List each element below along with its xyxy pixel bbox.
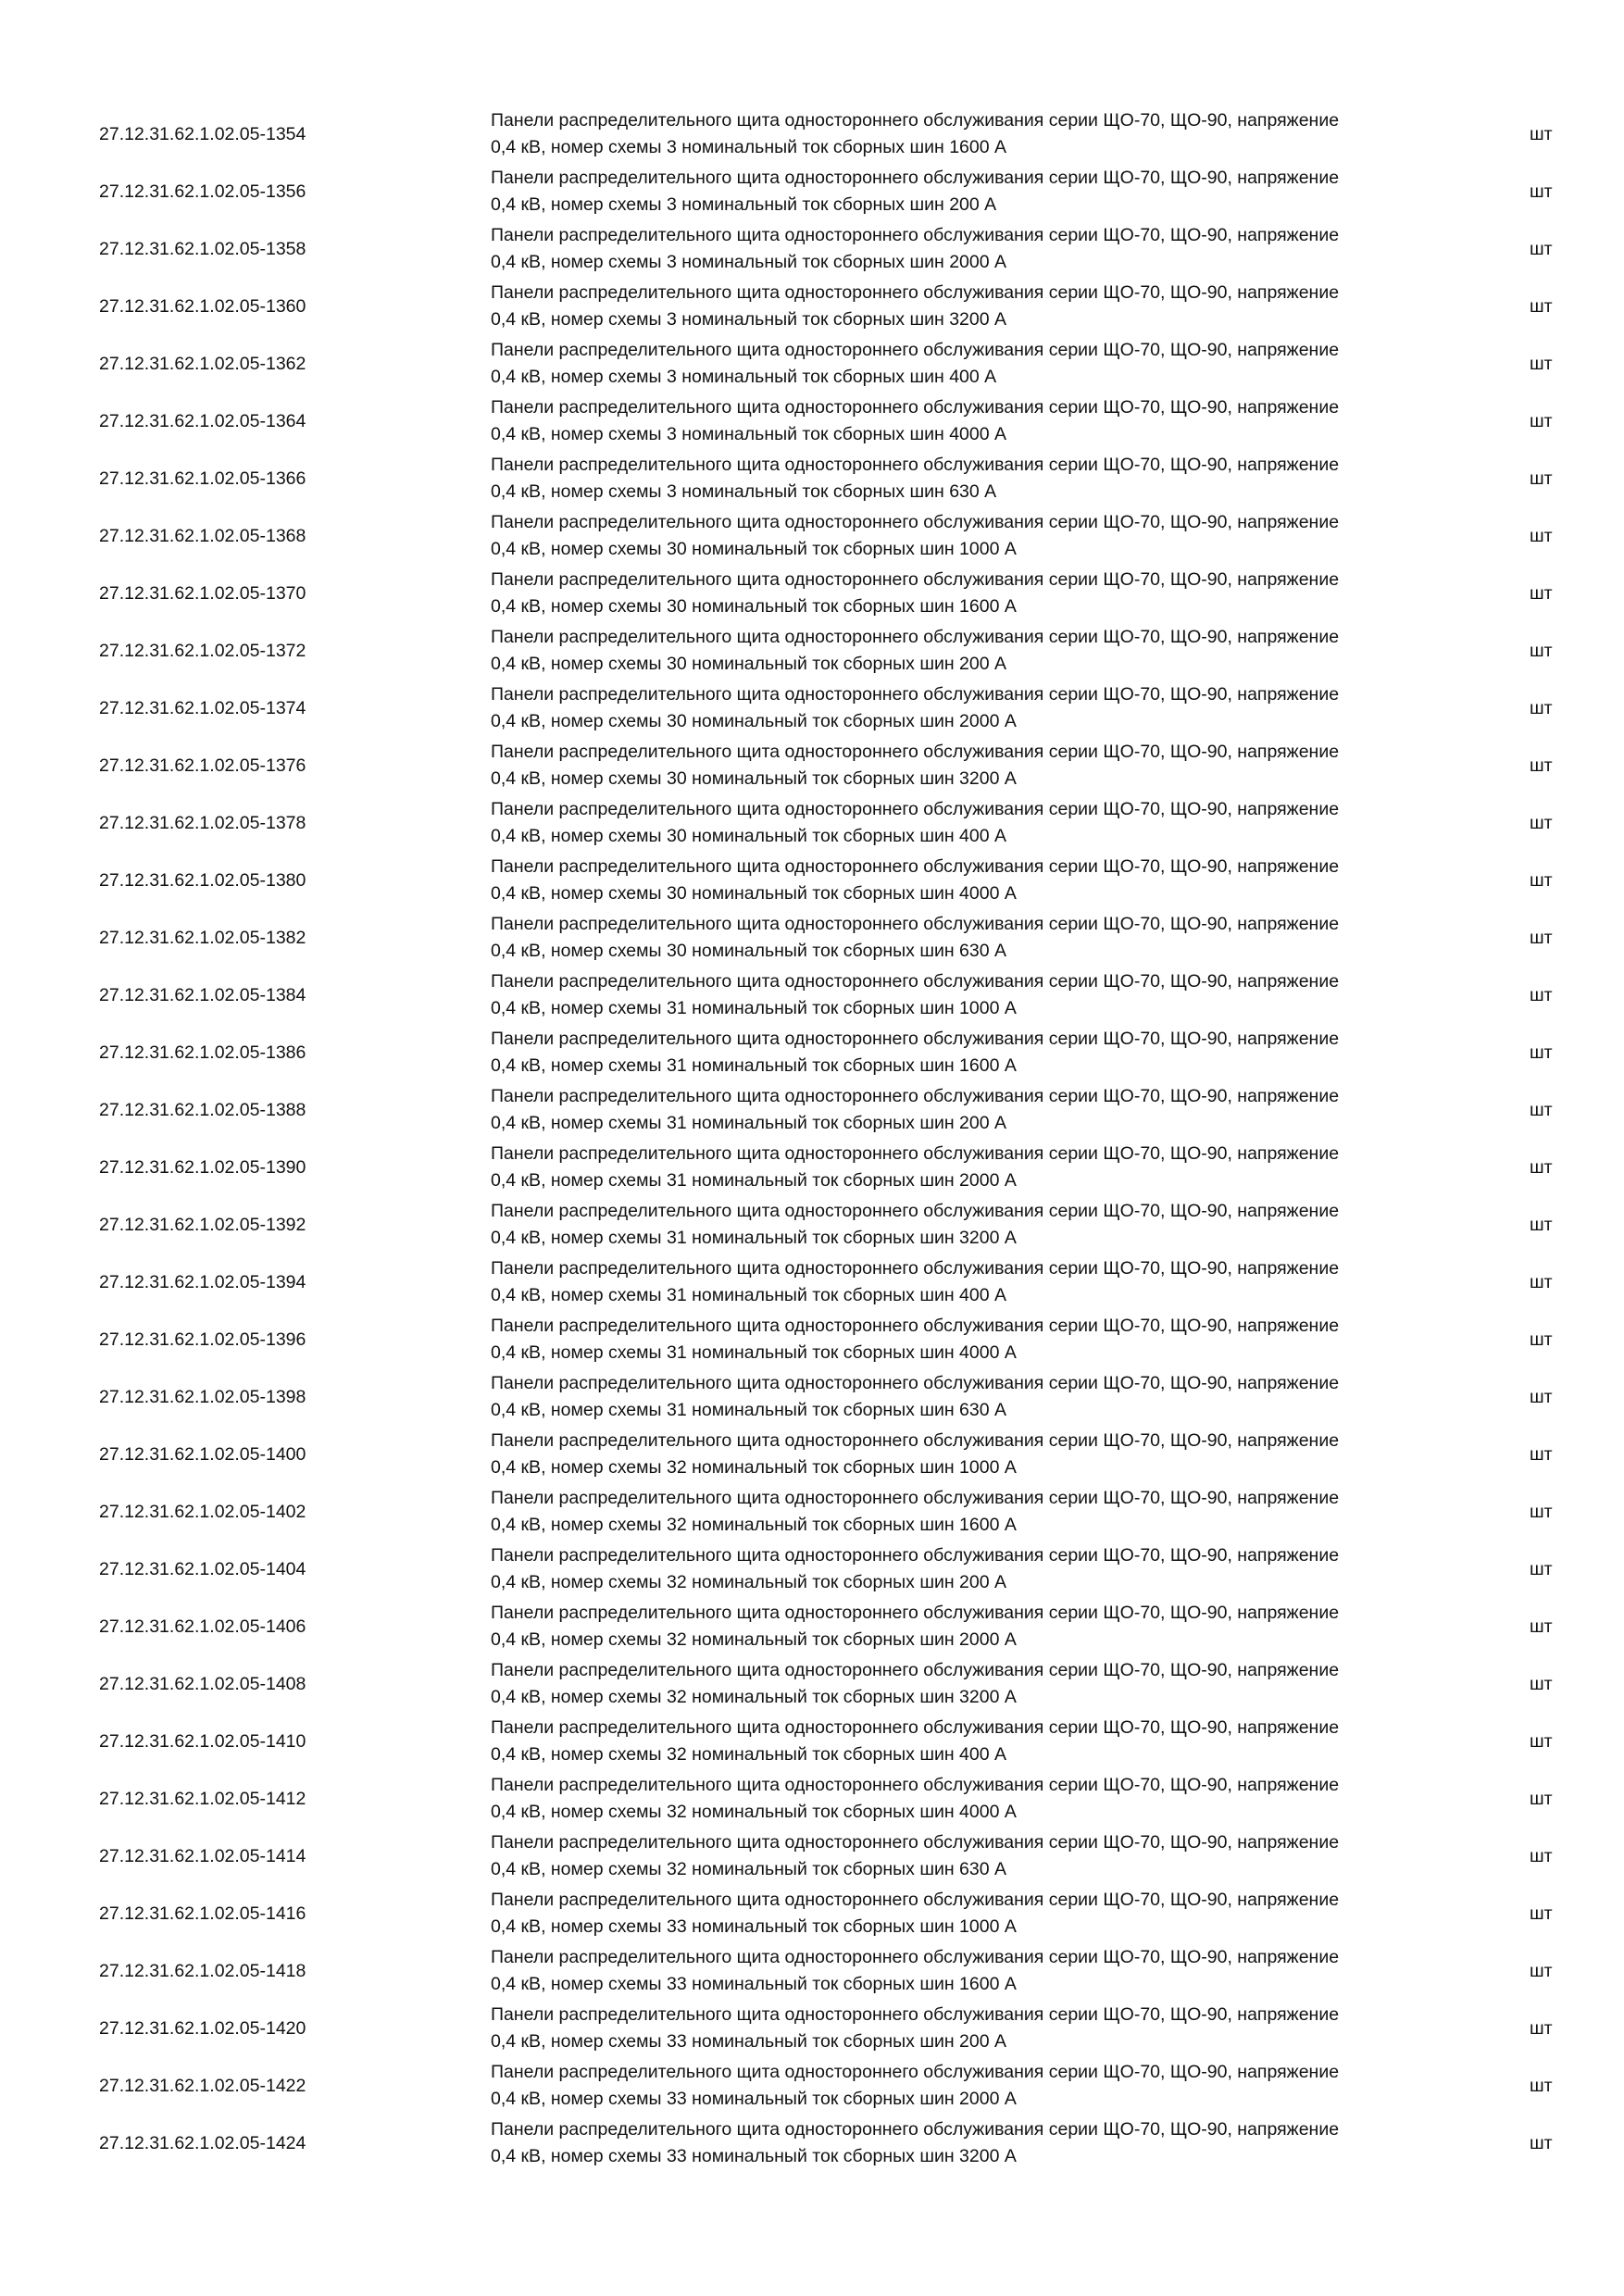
item-description-line-1: Панели распределительного щита одностороннего обслуживания серии ЩО-70, ЩО-90, напряжение xyxy=(491,2004,1340,2025)
item-code: 27.12.31.62.1.02.05-1420 xyxy=(99,2018,306,2039)
item-description-line-2: 0,4 кВ, номер схемы 30 номинальный ток сборных шин 1600 А xyxy=(491,596,1017,617)
item-description xyxy=(491,163,1454,220)
item-description xyxy=(491,967,1454,1024)
item-code: 27.12.31.62.1.02.05-1386 xyxy=(99,1042,306,1063)
table-row xyxy=(0,680,1624,737)
table-row xyxy=(0,163,1624,220)
item-description-line-2: 0,4 кВ, номер схемы 32 номинальный ток сборных шин 2000 А xyxy=(491,1629,1017,1650)
item-unit: шт xyxy=(1530,2018,1553,2039)
item-unit: шт xyxy=(1530,1272,1553,1292)
item-description-line-2: 0,4 кВ, номер схемы 30 номинальный ток сборных шин 1000 А xyxy=(491,539,1017,559)
table-row xyxy=(0,737,1624,794)
item-description-line-1: Панели распределительного щита одностороннего обслуживания серии ЩО-70, ЩО-90, напряжение xyxy=(491,455,1340,475)
item-code: 27.12.31.62.1.02.05-1408 xyxy=(99,1674,306,1694)
item-description xyxy=(491,1196,1454,1254)
table-row xyxy=(0,1024,1624,1081)
item-code: 27.12.31.62.1.02.05-1414 xyxy=(99,1846,306,1866)
item-description xyxy=(491,278,1454,335)
item-unit: шт xyxy=(1530,870,1553,891)
table-row xyxy=(0,1483,1624,1541)
item-description xyxy=(491,1942,1454,2000)
item-description xyxy=(491,565,1454,622)
item-description-line-1: Панели распределительного щита одностороннего обслуживания серии ЩО-70, ЩО-90, напряжение xyxy=(491,1488,1340,1508)
item-code: 27.12.31.62.1.02.05-1422 xyxy=(99,2076,306,2096)
item-description-line-2: 0,4 кВ, номер схемы 3 номинальный ток сборных шин 2000 А xyxy=(491,252,1007,272)
item-description-line-1: Панели распределительного щита одностороннего обслуживания серии ЩО-70, ЩО-90, напряжение xyxy=(491,1832,1340,1853)
item-unit: шт xyxy=(1530,1329,1553,1350)
item-description xyxy=(491,1770,1454,1828)
item-code: 27.12.31.62.1.02.05-1394 xyxy=(99,1272,306,1292)
item-description xyxy=(491,220,1454,278)
item-unit: шт xyxy=(1530,928,1553,948)
item-unit: шт xyxy=(1530,181,1553,202)
table-row xyxy=(0,1081,1624,1139)
item-description-line-2: 0,4 кВ, номер схемы 32 номинальный ток сборных шин 4000 А xyxy=(491,1802,1017,1822)
item-description-line-2: 0,4 кВ, номер схемы 32 номинальный ток сборных шин 1600 А xyxy=(491,1515,1017,1535)
table-row xyxy=(0,220,1624,278)
item-description-line-2: 0,4 кВ, номер схемы 32 номинальный ток сборных шин 3200 А xyxy=(491,1687,1017,1707)
item-description xyxy=(491,2000,1454,2057)
item-description-line-2: 0,4 кВ, номер схемы 33 номинальный ток сборных шин 3200 А xyxy=(491,2146,1017,2166)
item-description-line-2: 0,4 кВ, номер схемы 31 номинальный ток сборных шин 1000 А xyxy=(491,998,1017,1018)
item-unit: шт xyxy=(1530,755,1553,776)
table-row xyxy=(0,1655,1624,1713)
table-row xyxy=(0,909,1624,967)
item-description-line-1: Панели распределительного щита одностороннего обслуживания серии ЩО-70, ЩО-90, напряжение xyxy=(491,1143,1340,1164)
item-description-line-1: Панели распределительного щита одностороннего обслуживания серии ЩО-70, ЩО-90, напряжение xyxy=(491,1029,1340,1049)
item-code: 27.12.31.62.1.02.05-1416 xyxy=(99,1903,306,1924)
item-code: 27.12.31.62.1.02.05-1378 xyxy=(99,813,306,833)
item-description xyxy=(491,1598,1454,1655)
item-code: 27.12.31.62.1.02.05-1412 xyxy=(99,1789,306,1809)
item-description xyxy=(491,1368,1454,1426)
item-description xyxy=(491,737,1454,794)
item-code: 27.12.31.62.1.02.05-1384 xyxy=(99,985,306,1005)
item-description-line-1: Панели распределительного щита одностороннего обслуживания серии ЩО-70, ЩО-90, напряжение xyxy=(491,1373,1340,1393)
table-row xyxy=(0,1541,1624,1598)
item-description-line-1: Панели распределительного щита одностороннего обслуживания серии ЩО-70, ЩО-90, напряжение xyxy=(491,2119,1340,2140)
item-description-line-2: 0,4 кВ, номер схемы 31 номинальный ток сборных шин 4000 А xyxy=(491,1342,1017,1363)
item-description xyxy=(491,450,1454,507)
item-description xyxy=(491,1024,1454,1081)
table-row xyxy=(0,794,1624,852)
item-description xyxy=(491,1713,1454,1770)
item-unit: шт xyxy=(1530,1157,1553,1178)
item-code: 27.12.31.62.1.02.05-1392 xyxy=(99,1215,306,1235)
item-code: 27.12.31.62.1.02.05-1390 xyxy=(99,1157,306,1178)
item-unit: шт xyxy=(1530,985,1553,1005)
item-description-line-1: Панели распределительного щита одностороннего обслуживания серии ЩО-70, ЩО-90, напряжение xyxy=(491,2062,1340,2082)
table-row xyxy=(0,2000,1624,2057)
table-row xyxy=(0,278,1624,335)
item-description-line-2: 0,4 кВ, номер схемы 3 номинальный ток сборных шин 3200 А xyxy=(491,309,1007,330)
item-description xyxy=(491,1081,1454,1139)
item-unit: шт xyxy=(1530,2133,1553,2153)
item-description-line-1: Панели распределительного щита одностороннего обслуживания серии ЩО-70, ЩО-90, напряжение xyxy=(491,627,1340,647)
item-description-line-2: 0,4 кВ, номер схемы 33 номинальный ток сборных шин 1000 А xyxy=(491,1916,1017,1937)
table-row xyxy=(0,1368,1624,1426)
item-description-line-2: 0,4 кВ, номер схемы 31 номинальный ток сборных шин 2000 А xyxy=(491,1170,1017,1191)
item-description-line-1: Панели распределительного щита одностороннего обслуживания серии ЩО-70, ЩО-90, напряжение xyxy=(491,684,1340,705)
item-description xyxy=(491,852,1454,909)
item-unit: шт xyxy=(1530,1559,1553,1579)
item-description-line-1: Панели распределительного щита одностороннего обслуживания серии ЩО-70, ЩО-90, напряжение xyxy=(491,512,1340,532)
item-description-line-2: 0,4 кВ, номер схемы 32 номинальный ток сборных шин 630 А xyxy=(491,1859,1007,1879)
item-code: 27.12.31.62.1.02.05-1374 xyxy=(99,698,306,718)
item-description-line-1: Панели распределительного щита одностороннего обслуживания серии ЩО-70, ЩО-90, напряжение xyxy=(491,1545,1340,1566)
item-description xyxy=(491,1254,1454,1311)
item-code: 27.12.31.62.1.02.05-1356 xyxy=(99,181,306,202)
item-code: 27.12.31.62.1.02.05-1382 xyxy=(99,928,306,948)
item-description xyxy=(491,909,1454,967)
item-unit: шт xyxy=(1530,698,1553,718)
item-description xyxy=(491,106,1454,163)
item-unit: шт xyxy=(1530,1100,1553,1120)
item-unit: шт xyxy=(1530,526,1553,546)
item-unit: шт xyxy=(1530,641,1553,661)
item-description xyxy=(491,393,1454,450)
item-code: 27.12.31.62.1.02.05-1364 xyxy=(99,411,306,431)
item-description xyxy=(491,794,1454,852)
item-description-line-1: Панели распределительного щита одностороннего обслуживания серии ЩО-70, ЩО-90, напряжение xyxy=(491,1086,1340,1106)
table-row xyxy=(0,1713,1624,1770)
item-description-line-1: Панели распределительного щита одностороннего обслуживания серии ЩО-70, ЩО-90, напряжение xyxy=(491,168,1340,188)
item-description-line-2: 0,4 кВ, номер схемы 31 номинальный ток сборных шин 630 А xyxy=(491,1400,1007,1420)
item-description-line-1: Панели распределительного щита одностороннего обслуживания серии ЩО-70, ЩО-90, напряжение xyxy=(491,1430,1340,1451)
item-description-line-1: Панели распределительного щита одностороннего обслуживания серии ЩО-70, ЩО-90, напряжение xyxy=(491,1201,1340,1221)
table-row xyxy=(0,1311,1624,1368)
item-unit: шт xyxy=(1530,1846,1553,1866)
item-description-line-1: Панели распределительного щита одностороннего обслуживания серии ЩО-70, ЩО-90, напряжение xyxy=(491,340,1340,360)
item-code: 27.12.31.62.1.02.05-1360 xyxy=(99,296,306,317)
item-code: 27.12.31.62.1.02.05-1402 xyxy=(99,1502,306,1522)
table-row xyxy=(0,507,1624,565)
table-row xyxy=(0,852,1624,909)
item-code: 27.12.31.62.1.02.05-1354 xyxy=(99,124,306,144)
table-row xyxy=(0,1770,1624,1828)
item-code: 27.12.31.62.1.02.05-1404 xyxy=(99,1559,306,1579)
item-description xyxy=(491,1426,1454,1483)
table-row xyxy=(0,622,1624,680)
table-row xyxy=(0,393,1624,450)
table-row xyxy=(0,450,1624,507)
item-code: 27.12.31.62.1.02.05-1366 xyxy=(99,468,306,489)
table-row xyxy=(0,1139,1624,1196)
item-description-line-2: 0,4 кВ, номер схемы 32 номинальный ток сборных шин 400 А xyxy=(491,1744,1007,1765)
item-description-line-2: 0,4 кВ, номер схемы 31 номинальный ток сборных шин 400 А xyxy=(491,1285,1007,1305)
item-unit: шт xyxy=(1530,1215,1553,1235)
item-code: 27.12.31.62.1.02.05-1372 xyxy=(99,641,306,661)
item-unit: шт xyxy=(1530,239,1553,259)
item-code: 27.12.31.62.1.02.05-1362 xyxy=(99,354,306,374)
table-row xyxy=(0,1885,1624,1942)
item-description-line-2: 0,4 кВ, номер схемы 31 номинальный ток сборных шин 1600 А xyxy=(491,1055,1017,1076)
item-code: 27.12.31.62.1.02.05-1380 xyxy=(99,870,306,891)
item-unit: шт xyxy=(1530,1042,1553,1063)
item-description xyxy=(491,2057,1454,2115)
item-description-line-2: 0,4 кВ, номер схемы 33 номинальный ток сборных шин 1600 А xyxy=(491,1974,1017,1994)
item-unit: шт xyxy=(1530,813,1553,833)
item-description-line-2: 0,4 кВ, номер схемы 3 номинальный ток сборных шин 400 А xyxy=(491,367,997,387)
item-description-line-2: 0,4 кВ, номер схемы 3 номинальный ток сборных шин 4000 А xyxy=(491,424,1007,444)
item-description-line-1: Панели распределительного щита одностороннего обслуживания серии ЩО-70, ЩО-90, напряжение xyxy=(491,799,1340,819)
item-description-line-2: 0,4 кВ, номер схемы 32 номинальный ток сборных шин 200 А xyxy=(491,1572,1007,1592)
item-description-line-1: Панели распределительного щита одностороннего обслуживания серии ЩО-70, ЩО-90, напряжение xyxy=(491,1775,1340,1795)
item-description-line-2: 0,4 кВ, номер схемы 30 номинальный ток сборных шин 2000 А xyxy=(491,711,1017,731)
item-description-line-2: 0,4 кВ, номер схемы 31 номинальный ток сборных шин 200 А xyxy=(491,1113,1007,1133)
item-description-line-1: Панели распределительного щита одностороннего обслуживания серии ЩО-70, ЩО-90, напряжение xyxy=(491,397,1340,418)
item-description xyxy=(491,1828,1454,1885)
table-row xyxy=(0,106,1624,163)
table-row xyxy=(0,2115,1624,2172)
table-row xyxy=(0,1254,1624,1311)
item-unit: шт xyxy=(1530,468,1553,489)
item-unit: шт xyxy=(1530,1444,1553,1465)
table-row xyxy=(0,565,1624,622)
item-description-line-1: Панели распределительного щита одностороннего обслуживания серии ЩО-70, ЩО-90, напряжение xyxy=(491,282,1340,303)
item-unit: шт xyxy=(1530,583,1553,604)
item-unit: шт xyxy=(1530,1961,1553,1981)
item-description-line-1: Панели распределительного щита одностороннего обслуживания серии ЩО-70, ЩО-90, напряжение xyxy=(491,1947,1340,1967)
item-code: 27.12.31.62.1.02.05-1418 xyxy=(99,1961,306,1981)
item-description-line-2: 0,4 кВ, номер схемы 30 номинальный ток сборных шин 200 А xyxy=(491,654,1007,674)
item-description xyxy=(491,1655,1454,1713)
table-row xyxy=(0,1942,1624,2000)
item-description-line-1: Панели распределительного щита одностороннего обслуживания серии ЩО-70, ЩО-90, напряжение xyxy=(491,1890,1340,1910)
item-unit: шт xyxy=(1530,411,1553,431)
item-code: 27.12.31.62.1.02.05-1370 xyxy=(99,583,306,604)
item-description xyxy=(491,1483,1454,1541)
item-description-line-1: Панели распределительного щита одностороннего обслуживания серии ЩО-70, ЩО-90, напряжение xyxy=(491,1660,1340,1680)
item-description-line-1: Панели распределительного щита одностороннего обслуживания серии ЩО-70, ЩО-90, напряжение xyxy=(491,569,1340,590)
item-description xyxy=(491,1541,1454,1598)
item-description-line-2: 0,4 кВ, номер схемы 3 номинальный ток сборных шин 200 А xyxy=(491,194,997,215)
item-description-line-1: Панели распределительного щита одностороннего обслуживания серии ЩО-70, ЩО-90, напряжение xyxy=(491,971,1340,992)
table-row xyxy=(0,967,1624,1024)
table-row xyxy=(0,335,1624,393)
item-description xyxy=(491,622,1454,680)
item-unit: шт xyxy=(1530,1502,1553,1522)
item-code: 27.12.31.62.1.02.05-1396 xyxy=(99,1329,306,1350)
item-description-line-2: 0,4 кВ, номер схемы 3 номинальный ток сборных шин 1600 А xyxy=(491,137,1007,157)
item-description-line-1: Панели распределительного щита одностороннего обслуживания серии ЩО-70, ЩО-90, напряжение xyxy=(491,1258,1340,1279)
item-code: 27.12.31.62.1.02.05-1368 xyxy=(99,526,306,546)
item-description-line-1: Панели распределительного щита одностороннего обслуживания серии ЩО-70, ЩО-90, напряжение xyxy=(491,742,1340,762)
item-description-line-1: Панели распределительного щита одностороннего обслуживания серии ЩО-70, ЩО-90, напряжение xyxy=(491,914,1340,934)
item-unit: шт xyxy=(1530,1674,1553,1694)
item-code: 27.12.31.62.1.02.05-1406 xyxy=(99,1616,306,1637)
item-unit: шт xyxy=(1530,1731,1553,1752)
table-row xyxy=(0,1196,1624,1254)
item-code: 27.12.31.62.1.02.05-1410 xyxy=(99,1731,306,1752)
item-unit: шт xyxy=(1530,2076,1553,2096)
item-unit: шт xyxy=(1530,354,1553,374)
item-description-line-2: 0,4 кВ, номер схемы 30 номинальный ток сборных шин 3200 А xyxy=(491,768,1017,789)
item-description-line-2: 0,4 кВ, номер схемы 33 номинальный ток сборных шин 200 А xyxy=(491,2031,1007,2052)
item-code: 27.12.31.62.1.02.05-1424 xyxy=(99,2133,306,2153)
item-description xyxy=(491,335,1454,393)
item-description xyxy=(491,680,1454,737)
item-description-line-1: Панели распределительного щита одностороннего обслуживания серии ЩО-70, ЩО-90, напряжение xyxy=(491,1603,1340,1623)
item-unit: шт xyxy=(1530,1789,1553,1809)
item-description-line-1: Панели распределительного щита одностороннего обслуживания серии ЩО-70, ЩО-90, напряжение xyxy=(491,856,1340,877)
resource-table xyxy=(0,106,1624,2172)
item-description-line-1: Панели распределительного щита одностороннего обслуживания серии ЩО-70, ЩО-90, напряжение xyxy=(491,1717,1340,1738)
item-code: 27.12.31.62.1.02.05-1400 xyxy=(99,1444,306,1465)
item-description xyxy=(491,1885,1454,1942)
item-description-line-2: 0,4 кВ, номер схемы 30 номинальный ток сборных шин 4000 А xyxy=(491,883,1017,904)
item-description-line-2: 0,4 кВ, номер схемы 3 номинальный ток сборных шин 630 А xyxy=(491,481,997,502)
table-row xyxy=(0,2057,1624,2115)
table-row xyxy=(0,1598,1624,1655)
item-unit: шт xyxy=(1530,1616,1553,1637)
item-unit: шт xyxy=(1530,1903,1553,1924)
item-unit: шт xyxy=(1530,124,1553,144)
item-description-line-2: 0,4 кВ, номер схемы 32 номинальный ток сборных шин 1000 А xyxy=(491,1457,1017,1478)
item-code: 27.12.31.62.1.02.05-1376 xyxy=(99,755,306,776)
item-code: 27.12.31.62.1.02.05-1358 xyxy=(99,239,306,259)
table-row xyxy=(0,1828,1624,1885)
item-code: 27.12.31.62.1.02.05-1388 xyxy=(99,1100,306,1120)
item-unit: шт xyxy=(1530,296,1553,317)
item-description-line-2: 0,4 кВ, номер схемы 33 номинальный ток сборных шин 2000 А xyxy=(491,2089,1017,2109)
item-description-line-1: Панели распределительного щита одностороннего обслуживания серии ЩО-70, ЩО-90, напряжение xyxy=(491,110,1340,131)
item-description xyxy=(491,507,1454,565)
item-description-line-2: 0,4 кВ, номер схемы 31 номинальный ток сборных шин 3200 А xyxy=(491,1228,1017,1248)
item-code: 27.12.31.62.1.02.05-1398 xyxy=(99,1387,306,1407)
item-description xyxy=(491,1311,1454,1368)
table-row xyxy=(0,1426,1624,1483)
item-description-line-1: Панели распределительного щита одностороннего обслуживания серии ЩО-70, ЩО-90, напряжение xyxy=(491,1316,1340,1336)
item-description-line-2: 0,4 кВ, номер схемы 30 номинальный ток сборных шин 630 А xyxy=(491,941,1007,961)
item-unit: шт xyxy=(1530,1387,1553,1407)
item-description xyxy=(491,1139,1454,1196)
item-description xyxy=(491,2115,1454,2172)
item-description-line-2: 0,4 кВ, номер схемы 30 номинальный ток сборных шин 400 А xyxy=(491,826,1007,846)
item-description-line-1: Панели распределительного щита одностороннего обслуживания серии ЩО-70, ЩО-90, напряжение xyxy=(491,225,1340,245)
